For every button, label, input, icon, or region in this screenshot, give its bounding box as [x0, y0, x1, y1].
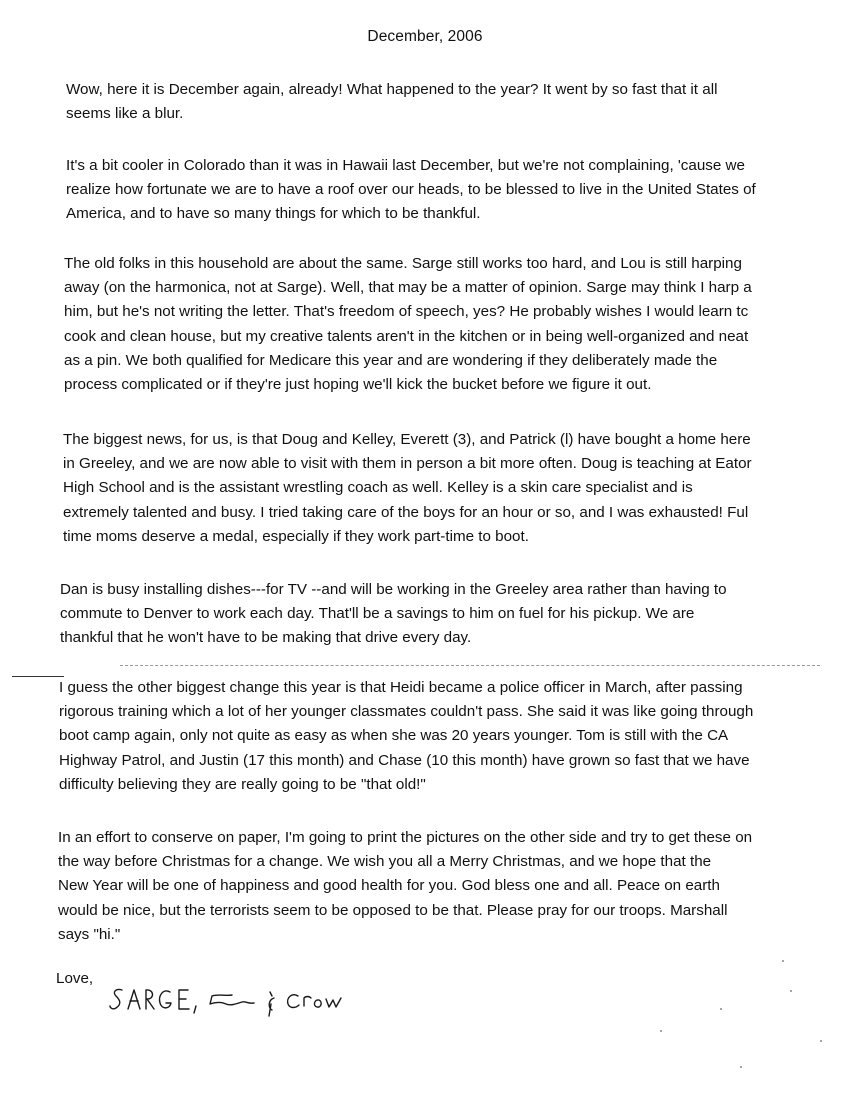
text-line: process complicated or if they're just hoping we'll kick the bucket before we figure it out.	[64, 376, 652, 394]
scan-speck	[720, 1008, 722, 1010]
text-line: the way before Christmas for a change. We wish you all a Merry Christmas, and we hope that the	[58, 853, 712, 871]
scan-speck	[820, 1040, 822, 1042]
text-line: In an effort to conserve on paper, I'm going to print the pictures on the other side and try to get these on	[58, 829, 753, 846]
text-line: Dan is busy installing dishes---for TV --and will be working in the Greeley area rather than having to	[60, 581, 727, 598]
text-line: High School and is the assistant wrestling coach as well. Kelley is a skin care specialist and is	[63, 479, 693, 497]
paragraph-closing	[58, 826, 752, 947]
text-line: I guess the other biggest change this year is that Heidi became a police officer in March, after passing	[59, 679, 743, 696]
scan-artifact-dashes	[120, 665, 820, 666]
scan-speck	[660, 1030, 662, 1032]
text-line: commute to Denver to work each day. That'll be a savings to him on fuel for his pickup. We are	[60, 605, 695, 623]
paragraph-old-folks	[64, 252, 752, 397]
text-line: cook and clean house, but my creative talents aren't in the kitchen or in being well-organized and neat	[64, 327, 749, 345]
text-line: thankful that he won't have to be making that drive every day.	[60, 629, 472, 647]
scan-speck	[790, 990, 792, 992]
text-line: as a pin. We both qualified for Medicare this year and are wondering if they deliberately made the	[64, 351, 718, 369]
scan-speck	[782, 960, 784, 962]
text-line: The biggest news, for us, is that Doug and Kelley, Everett (3), and Patrick (l) have bought a home here	[63, 431, 751, 448]
text-line: The old folks in this household are about the same. Sarge still works too hard, and Lou is still harping	[64, 255, 742, 272]
paragraph-dan	[60, 578, 727, 651]
salutation: Love,	[56, 970, 94, 987]
text-line: Highway Patrol, and Justin (17 this month) and Chase (10 this month) have grown so fast that we have	[59, 751, 750, 769]
paragraph-heidi	[59, 676, 753, 797]
text-line: says "hi."	[58, 925, 121, 943]
text-line: seems like a blur.	[66, 105, 184, 123]
text-line: boot camp again, only not quite as easy as when she was 20 years younger. Tom is still with the CA	[59, 727, 729, 745]
letter-date: December, 2006	[367, 28, 483, 45]
text-line: would be nice, but the terrorists seem to be opposed to be that. Please pray for our troops. Marshall	[58, 901, 728, 919]
text-line: America, and to have so many things for which to be thankful.	[66, 205, 481, 223]
paragraph-colorado	[66, 154, 756, 227]
text-line: rigorous training which a lot of her younger classmates couldn't pass. She said it was like going through	[59, 703, 754, 721]
text-line: It's a bit cooler in Colorado than it was in Hawaii last December, but we're not complaining, 'cause we	[66, 157, 745, 174]
text-line: him, but he's not writing the letter. That's freedom of speech, yes? He probably wishes I would learn tc	[64, 303, 749, 321]
scan-speck	[740, 1066, 742, 1068]
handwritten-signature	[108, 982, 378, 1022]
text-line: Wow, here it is December again, already! What happened to the year? It went by so fast that it all	[66, 81, 718, 98]
paragraph-biggest-news	[63, 428, 752, 549]
text-line: realize how fortunate we are to have a roof over our heads, to be blessed to live in the United States of	[66, 181, 756, 199]
text-line: difficulty believing they are really going to be "that old!"	[59, 775, 426, 793]
text-line: time moms deserve a medal, especially if they work part-time to boot.	[63, 527, 529, 545]
text-line: extremely talented and busy. I tried taking care of the boys for an hour or so, and I was exhausted! Ful	[63, 503, 749, 521]
text-line: New Year will be one of happiness and good health for you. God bless one and all. Peace on earth	[58, 877, 720, 895]
text-line: away (on the harmonica, not at Sarge). Well, that may be a matter of opinion. Sarge may think I harp a	[64, 279, 752, 297]
scan-artifact-line	[12, 676, 64, 677]
paragraph-intro	[66, 78, 717, 126]
text-line: in Greeley, and we are now able to visit with them in person a bit more often. Doug is teaching at Eator	[63, 455, 752, 473]
